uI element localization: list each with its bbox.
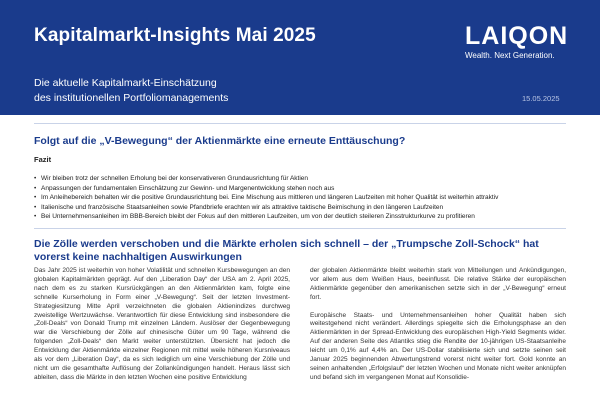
fazit-item <box>34 193 566 203</box>
fazit-item <box>34 203 566 213</box>
report-header <box>0 0 600 115</box>
paragraph-spacer <box>310 303 566 312</box>
report-subtitle-line2: des institutionellen Portfoliomanagements <box>34 92 229 104</box>
fazit-label: Fazit <box>34 155 52 164</box>
fazit-list <box>34 174 566 222</box>
fazit-item-text: Italienische und französische Staatsanleihen sowie Pfandbriefe erachten wir als attraktive taktische Beimischung in den längeren Laufzeiten <box>41 203 444 211</box>
fazit-item-text: Anpassungen der fundamentalen Einschätzung zur Gewinn- und Margenentwicklung stehen noch aus <box>41 184 335 192</box>
logo-tagline: Wealth. Next Generation. <box>465 51 555 60</box>
bullet-icon: • <box>34 175 37 182</box>
logo-wordmark: LAIQON <box>465 22 569 50</box>
body-column-left <box>34 267 290 383</box>
body-column-right <box>310 267 566 383</box>
bullet-icon: • <box>34 203 37 211</box>
fazit-item <box>34 174 566 184</box>
bullet-icon: • <box>34 213 37 220</box>
bullet-icon: • <box>34 184 37 192</box>
bullet-icon: • <box>34 194 37 201</box>
divider-top <box>34 123 566 124</box>
fazit-item-text: Im Anleihebereich behalten wir die positive Grundausrichtung bei. Eine Mischung aus mittleren und längeren Laufzeiten mit hoher Qualität ist weiterhin attraktiv <box>41 194 499 201</box>
report-title: Kapitalmarkt-Insights Mai 2025 <box>34 25 316 46</box>
fazit-item <box>34 184 566 194</box>
divider-section <box>34 228 566 229</box>
section-heading: Die Zölle werden verschoben und die Märkte erholen sich schnell – der „Trumpsche Zoll-Schock“ hat vorerst keine nachhaltigen Auswirkungen <box>34 238 539 263</box>
company-logo <box>465 24 568 60</box>
question-heading: Folgt auf die „V-Bewegung“ der Aktienmärkte eine erneute Enttäuschung? <box>34 135 406 147</box>
body-paragraph: Das Jahr 2025 ist weiterhin von hoher Volatilität und schnellen Kursbewegungen an den globalen Kapitalmärkten geprägt. Auf den „Liberation Day“ der USA am 2. April 2025, nach dem es zu starken Kursrückgängen an den Aktienmärkten kam, folgte eine schnelle Kurserholung in Form einer „V-Bewegung“. Seit der letzten Investment-Strategiesitzung Mitte April verzeichneten die globalen Aktienindizes durchweg zweistellige Wertzuwächse. Verantwortlich für diese Entwicklung sind insbesondere die „Zoll-Deals“ von Donald Trump mit einzelnen Ländern. Auslöser der Gegenbewegung war die Verschiebung der Zölle auf chinesische Güter um 90 Tage, während die folgenden „Zoll-Deals“ den Markt weiter unterstützten. Übersicht hat jedoch die Entwicklung der Aktienmärkte einzelner Regionen mit mittel weile höheren Kursniveaus als vor dem „Liberation Day“, da es sich lediglich um eine Verschiebung der Zölle und nicht um die gesamthafte Auflösung der Zollankündigungen handelt. Heraus lässt sich ableiten, dass die Märkte in den letzten Wochen eine positive Entwicklung <box>34 267 290 381</box>
fazit-item-text: Bei Unternehmensanleihen im BBB-Bereich bleibt der Fokus auf den mittleren Laufzeiten, um von der deutlich steileren Zinsstrukturkurve zu profitieren <box>41 213 475 220</box>
report-date: 15.05.2025 <box>522 94 560 103</box>
fazit-item-text: Wir bleiben trotz der schnellen Erholung bei der konservativeren Grundausrichtung für Aktien <box>41 175 309 182</box>
body-paragraph: Europäische Staats- und Unternehmensanleihen hoher Qualität haben sich weitestgehend nicht verändert. Allerdings spiegelte sich die Erholungsphase an den Aktienmärkten in der Spread-Entwicklung des europäischen High-Yield Segments wider. Auf der anderen Seite des Atlantiks stieg die Rendite der 10-jährigen US-Staatsanleihe leicht um 0,1% auf 4,4% an. Der US-Dollar stabilisierte sich und setzte seinen seit Januar 2025 beginnenden Abwertungstrend vorerst nicht weiter fort. Gold konnte an seinen anhaltenden „Erfolgslauf“ der letzten Wochen und Monate nicht weiter anknüpfen und befand sich im vergangenen Monat auf Konsolidie- <box>310 311 566 381</box>
report-subtitle-line1: Die aktuelle Kapitalmarkt-Einschätzung <box>34 77 217 89</box>
fazit-item <box>34 212 566 222</box>
body-paragraph: der globalen Aktienmärkte bleibt weiterhin stark von Mitteilungen und Ankündigungen, vor allem aus dem Weißen Haus, beeinflusst. Die relative Stärke der europäischen Aktienmärkte gegenüber den amerikanischen setzte sich in der „V-Bewegung“ erneut fort. <box>310 267 566 301</box>
